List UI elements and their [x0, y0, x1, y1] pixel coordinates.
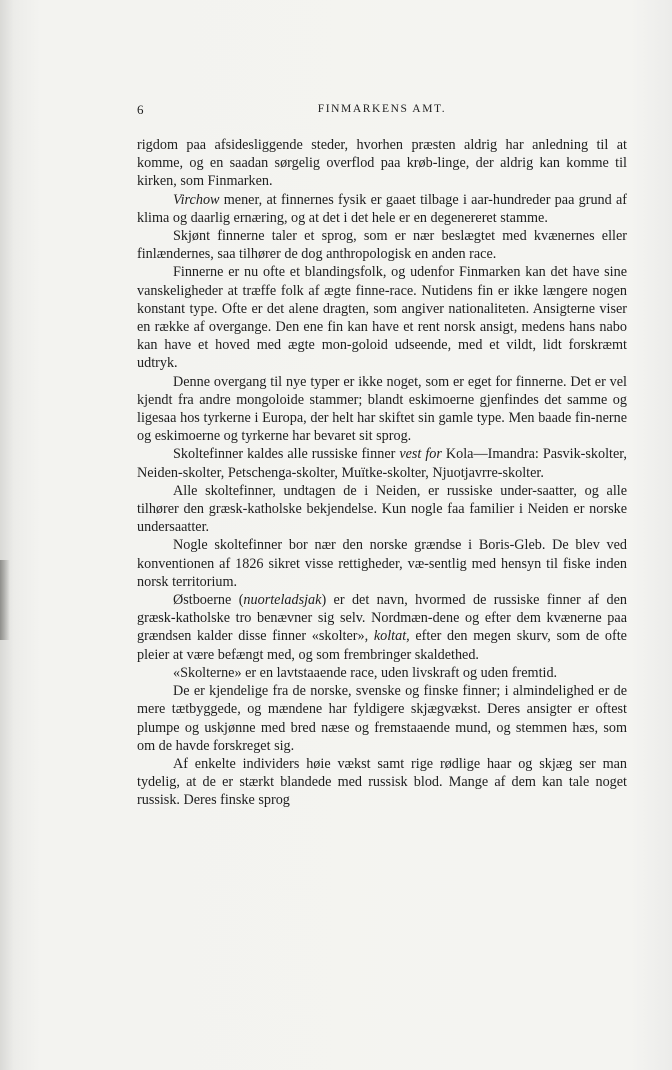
paragraph: Skjønt finnerne taler et sprog, som er nær beslægtet med kvænernes eller finlændernes, saa tilhører de dog anthropologisk en anden race.: [137, 228, 627, 263]
paragraph-text: Skoltefinner kaldes alle russiske finner: [173, 446, 400, 463]
paragraph: «Skolterne» er en lavtstaaende race, uden livskraft og uden fremtid.: [173, 664, 558, 681]
binding-shadow: [0, 560, 10, 640]
paragraph: Denne overgang til nye typer er ikke noget, som er eget for finnerne. Det er vel kjendt fra andre mongoloide stammer; blandt eskimoerne gjenfindes det samme og ligesaa hos tyrkerne i Europa, der helt har skiftet sin gamle type. Men baade fin-nerne og eskimoerne og tyrkerne har bevaret sit sprog.: [137, 373, 627, 445]
page-number: 6: [137, 102, 144, 117]
running-head: [137, 102, 627, 122]
paragraph: Af enkelte individers høie vækst samt rige rødlige haar og skjæg ser man tydelig, at de er stærkt blandede med russisk blod. Mange af dem kan tale noget russisk. Deres finske sprog: [137, 755, 627, 809]
italic-term: nuorteladsjak: [243, 592, 322, 609]
paragraph: [137, 591, 627, 664]
paragraph-text: Kola—Imandra: Pasvik-skolter, Neiden-skolter, Petschenga-skolter, Muïtke-skolter, Njuotjavrre-skolter.: [137, 446, 627, 481]
paragraph: Alle skoltefinner, undtagen de i Neiden, er russiske under-saatter, og alle tilhører den græsk-katholske bekjendelse. Kun nogle faa familier i Neiden er norske undersaatter.: [137, 482, 627, 536]
italic-term: koltat,: [373, 628, 410, 645]
paragraph: Finnerne er nu ofte et blandingsfolk, og udenfor Finmarken kan det have sine vanskeligheder at træffe folk af ægte finne-race. Nutidens fin er ikke længere nogen konstant type. Ofte er det alene dragten, som angiver nationaliteten. Ansigterne viser en række af overgange. Den ene fin kan have et rent norsk ansigt, medens hans nabo kan have et hoved med ægte mon-goloid udseende, med et vildt, lidt forskræmt udtryk.: [137, 264, 627, 372]
italic-name: Virchow: [173, 191, 220, 208]
paragraph-text: mener, at finnernes fysik er gaaet tilbage i aar-hundreder paa grund af klima og daarlig ernæring, og at det i det hele er en degenereret stamme.: [137, 191, 627, 226]
page-header-title: FINMARKENS AMT.: [317, 103, 447, 115]
paragraph: [137, 191, 627, 227]
paragraph-text: efter den megen skurv, som de ofte pleier at være befængt med, og som frembringer skaldethed.: [137, 628, 627, 663]
body-text: [137, 136, 627, 810]
paragraph: De er kjendelige fra de norske, svenske og finske finner; i almindelighed er de mere tætbyggede, og mændene har fyldigere skjægvækst. Deres ansigter er oftest plumpe og uskjønne med bred næse og fremstaaende mund, og stemmen hæs, som om de havde forskreget sig.: [137, 683, 627, 754]
paragraph-text: Østboerne (: [173, 592, 244, 609]
paragraph: [137, 445, 627, 481]
italic-phrase: vest for: [399, 446, 442, 463]
paragraph-text: ) er det navn, hvormed de russiske finner af den græsk-katholske tro benævner sig selv. Nordmæn-dene og efter dem kvænerne paa grændsen kalder disse finner «skolter»,: [137, 592, 627, 645]
paragraph: rigdom paa afsidesliggende steder, hvorhen præsten aldrig har anledning til at komme, og en saadan sørgelig overflod paa krøb-linge, der aldrig kan komme til kirken, som Finmarken.: [137, 137, 627, 190]
paragraph: Nogle skoltefinner bor nær den norske grændse i Boris-Gleb. De blev ved konventionen af 1826 sikret visse rettigheder, væ-sentlig med hensyn til fiske inden norsk territorium.: [137, 537, 627, 590]
